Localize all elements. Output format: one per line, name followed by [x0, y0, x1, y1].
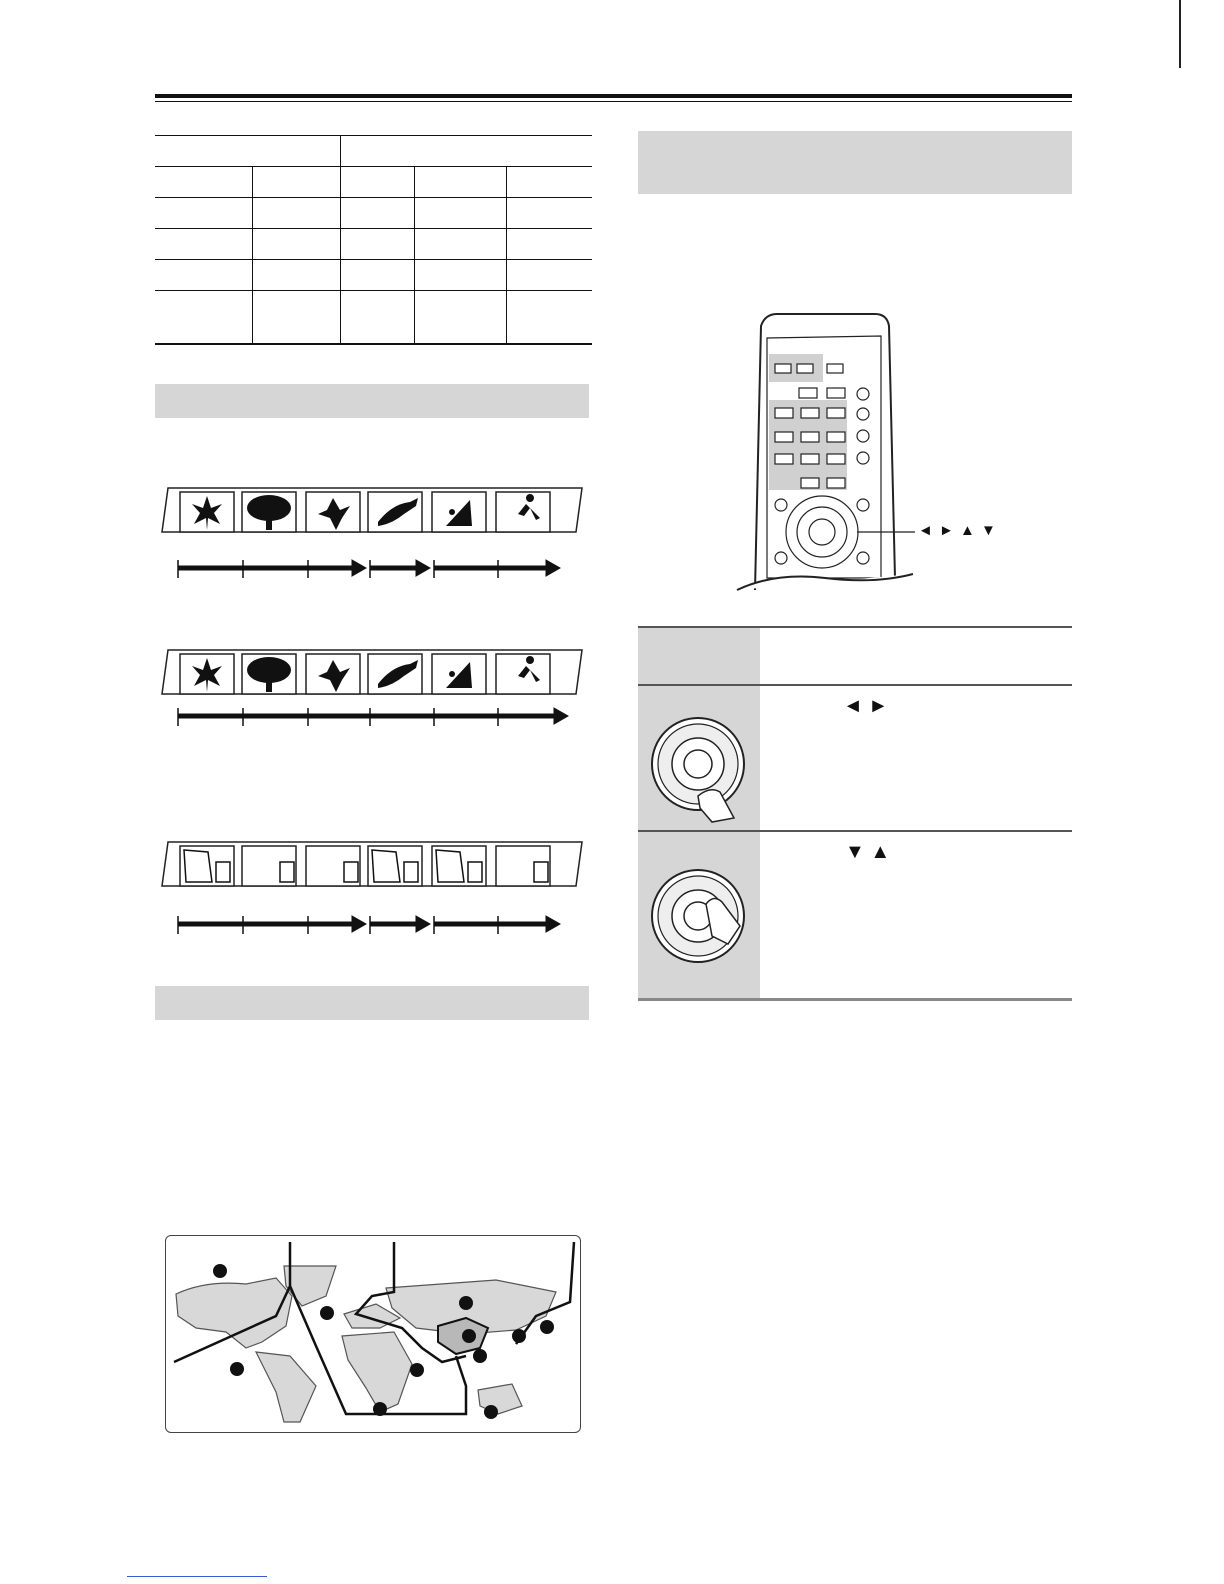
filmstrip-diagram-2: [160, 642, 590, 734]
table-row: [155, 198, 592, 229]
footer-link-underline[interactable]: [127, 1576, 267, 1577]
north-america-shape: [176, 1278, 292, 1348]
margin-bar: [1179, 0, 1181, 68]
table-row: [155, 260, 592, 291]
region-marker: [462, 1329, 476, 1343]
spec-table: [155, 135, 592, 345]
table-cell: [507, 167, 593, 198]
region-marker: [213, 1264, 227, 1278]
region-marker: [459, 1296, 473, 1310]
table-header-cell: [341, 136, 593, 167]
region-marker: [410, 1363, 424, 1377]
south-america-shape: [256, 1352, 316, 1422]
filmstrip-diagram-3: [160, 838, 590, 938]
section-a-heading-band: [155, 384, 589, 418]
table-header-cell: [155, 136, 341, 167]
section-b-heading: [155, 986, 589, 1002]
region-marker: [512, 1329, 526, 1343]
file-icon: [242, 846, 296, 886]
dpad-press-up-down-icon: [650, 866, 750, 976]
region-marker: [540, 1320, 554, 1334]
dpad-press-center-icon: [650, 714, 750, 824]
table-cell: [341, 167, 415, 198]
right-heading: [638, 131, 1072, 147]
region-map: [166, 1236, 578, 1430]
africa-shape: [342, 1332, 412, 1412]
region-marker: [473, 1349, 487, 1363]
remote-control-illustration: [735, 308, 915, 593]
region-marker: [484, 1405, 498, 1419]
region-marker: [373, 1402, 387, 1416]
table-cell: [415, 167, 507, 198]
region-marker: [230, 1362, 244, 1376]
region-marker: [320, 1306, 334, 1320]
file-icon: [306, 846, 360, 886]
step-rule: [638, 998, 1072, 1001]
section-a-heading: [155, 384, 589, 400]
table-row: [155, 291, 592, 345]
table-row: [155, 229, 592, 260]
header-rule-thin: [155, 101, 1072, 102]
left-right-arrows: ◄ ►: [843, 695, 889, 717]
section-b-heading-band: [155, 986, 589, 1020]
arrow-buttons-label: ◄ ► ▲ ▼: [918, 522, 997, 539]
table-cell: [155, 167, 253, 198]
step-1-cell: [638, 628, 760, 684]
file-icon: [496, 846, 550, 886]
right-heading-band: [638, 131, 1072, 194]
down-up-arrows: ▼ ▲: [845, 841, 891, 863]
filmstrip-diagram-1: [160, 480, 590, 588]
header-rule: [155, 94, 1072, 98]
table-cell: [253, 167, 341, 198]
